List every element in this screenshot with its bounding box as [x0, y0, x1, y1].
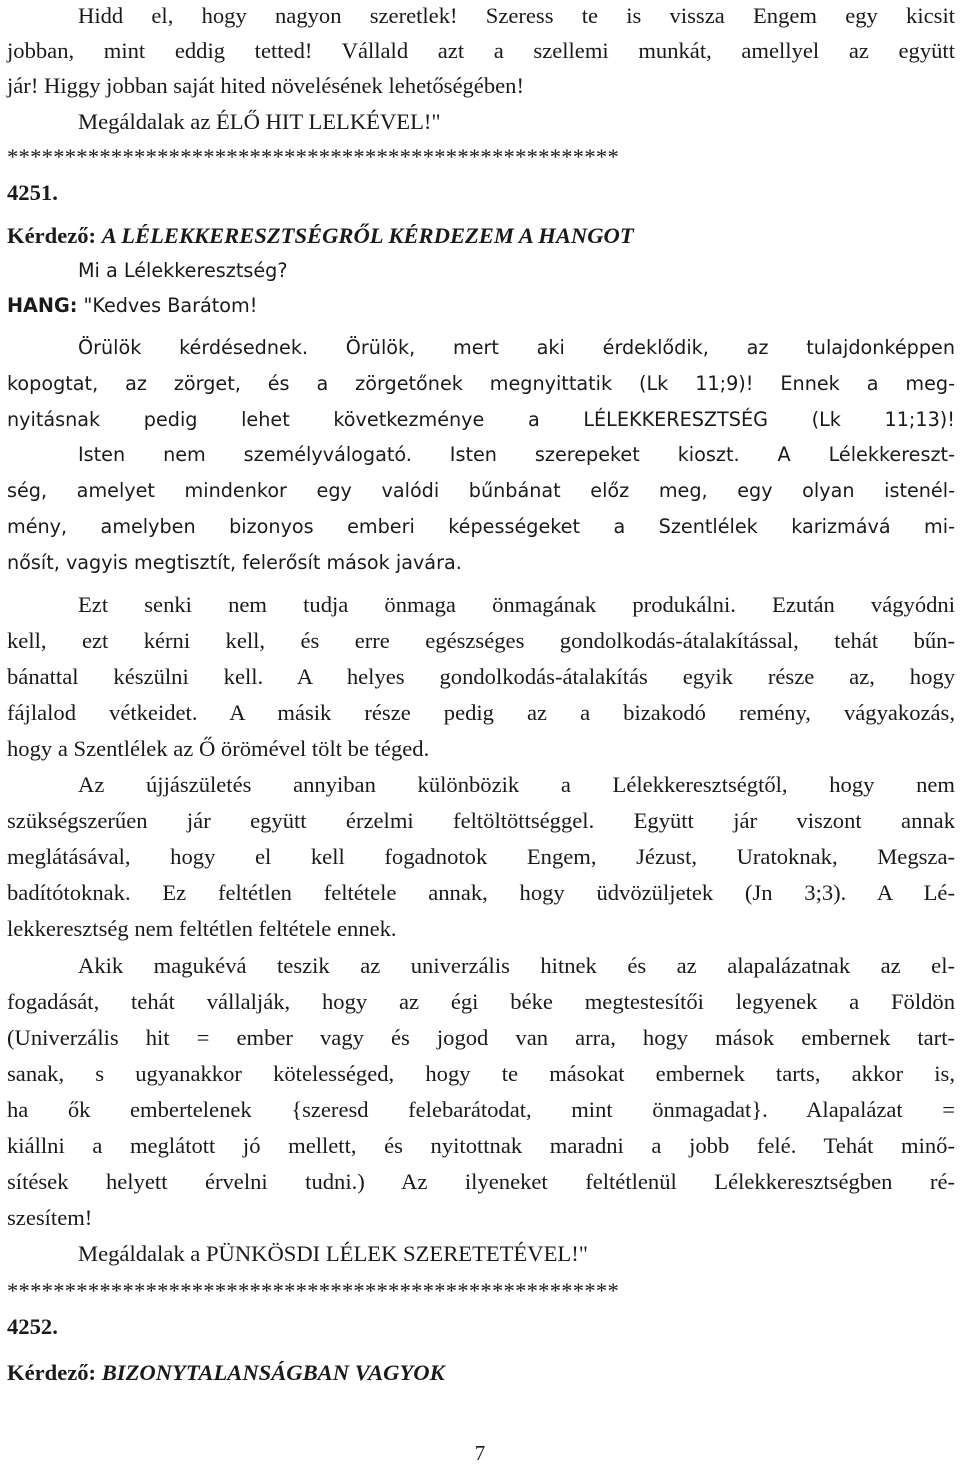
- hang-label: HANG:: [7, 294, 78, 317]
- entry-number: 4252.: [7, 1314, 58, 1339]
- text-line: mény, amelyben bizonyos emberi képességeket a Szentlélek karizmává mi-: [7, 515, 955, 538]
- entry-number: 4251.: [7, 180, 58, 205]
- text-line: meglátásával, hogy el kell fogadnotok Engem, Jézust, Uratoknak, Megsza-: [7, 844, 955, 869]
- text-line: Örülök kérdésednek. Örülök, mert aki érdeklődik, az tulajdonképpen: [78, 336, 955, 359]
- text-line: nősít, vagyis megtisztít, felerősít mások javára.: [7, 551, 462, 574]
- greeting: "Kedves Barátom!: [83, 294, 258, 317]
- question-title: BIZONYTALANSÁGBAN VAGYOK: [101, 1360, 445, 1385]
- text-line: ség, amelyet mindenkor egy valódi bűnbánat előz meg, egy olyan istenél-: [7, 479, 955, 502]
- asker-line: [7, 225, 955, 248]
- text-line: Isten nem személyválogató. Isten szerepeket kioszt. A Lélekkereszt-: [78, 443, 955, 466]
- text-line: jár! Higgy jobban saját hited növelésének lehetőségében!: [7, 73, 524, 98]
- text-line: Az újjászületés annyiban különbözik a Lélekkeresztségtől, hogy nem: [78, 772, 955, 797]
- text-line: szükségszerűen jár együtt érzelmi feltöltöttséggel. Együtt jár viszont annak: [7, 808, 955, 833]
- text-line: fogadását, tehát vállalják, hogy az égi béke megtestesítői legyenek a Földön: [7, 989, 955, 1014]
- separator-line: *****************************************************: [7, 144, 619, 169]
- text-line: sítések helyett érvelni tudni.) Az ilyeneket feltétlenül Lélekkeresztségben ré-: [7, 1169, 955, 1194]
- question-title: A LÉLEKKERESZTSÉGRŐL KÉRDEZEM A HANGOT: [101, 223, 634, 248]
- asker-label: Kérdező:: [7, 1360, 97, 1385]
- text-line: Ezt senki nem tudja önmaga önmagának produkálni. Ezután vágyódni: [78, 592, 955, 617]
- question-text: Mi a Lélekkeresztség?: [78, 259, 288, 282]
- text-line: sanak, s ugyanakkor kötelességed, hogy te másokat embernek tarts, akkor is,: [7, 1061, 955, 1086]
- asker-label: Kérdező:: [7, 223, 97, 248]
- text-line: Akik magukévá teszik az univerzális hitnek és az alapalázatnak az el-: [78, 953, 955, 978]
- text-line: bánattal készülni kell. A helyes gondolkodás-átalakítás egyik része az, hogy: [7, 664, 955, 689]
- hang-line: [7, 296, 955, 315]
- text-line: hogy a Szentlélek az Ő örömével tölt be téged.: [7, 736, 430, 761]
- text-line: badítótoknak. Ez feltétlen feltétele annak, hogy üdvözüljetek (Jn 3;3). A Lé-: [7, 880, 955, 905]
- asker-line: [7, 1362, 955, 1385]
- text-line: Hidd el, hogy nagyon szeretlek! Szeress te is vissza Engem egy kicsit: [78, 3, 955, 28]
- text-line: kiállni a meglátott jó mellett, és nyitottnak maradni a jobb felé. Tehát minő-: [7, 1133, 955, 1158]
- page-number: 7: [474, 1441, 486, 1465]
- text-line: ha ők embertelenek {szeresd felebarátodat, mint önmagadat}. Alapalázat =: [7, 1097, 955, 1122]
- text-line: kopogtat, az zörget, és a zörgetőnek megnyittatik (Lk 11;9)! Ennek a meg-: [7, 372, 955, 395]
- text-line: jobban, mint eddig tetted! Vállald azt a szellemi munkát, amellyel az együtt: [7, 38, 955, 63]
- text-line: (Univerzális hit = ember vagy és jogod van arra, hogy mások embernek tart-: [7, 1025, 955, 1050]
- text-line: lekkeresztség nem feltétlen feltétele ennek.: [7, 916, 397, 941]
- text-line: Megáldalak az ÉLŐ HIT LELKÉVEL!": [78, 109, 441, 134]
- text-line: Megáldalak a PÜNKÖSDI LÉLEK SZERETETÉVEL!": [78, 1241, 588, 1266]
- text-line: fájlalod vétkeidet. A másik része pedig az a bizakodó remény, vágyakozás,: [7, 700, 955, 725]
- text-line: szesítem!: [7, 1205, 93, 1230]
- separator-line: *****************************************************: [7, 1278, 619, 1303]
- text-line: nyitásnak pedig lehet következménye a LÉLEKKERESZTSÉG (Lk 11;13)!: [7, 408, 955, 431]
- text-line: kell, ezt kérni kell, és erre egészséges gondolkodás-átalakítással, tehát bűn-: [7, 628, 955, 653]
